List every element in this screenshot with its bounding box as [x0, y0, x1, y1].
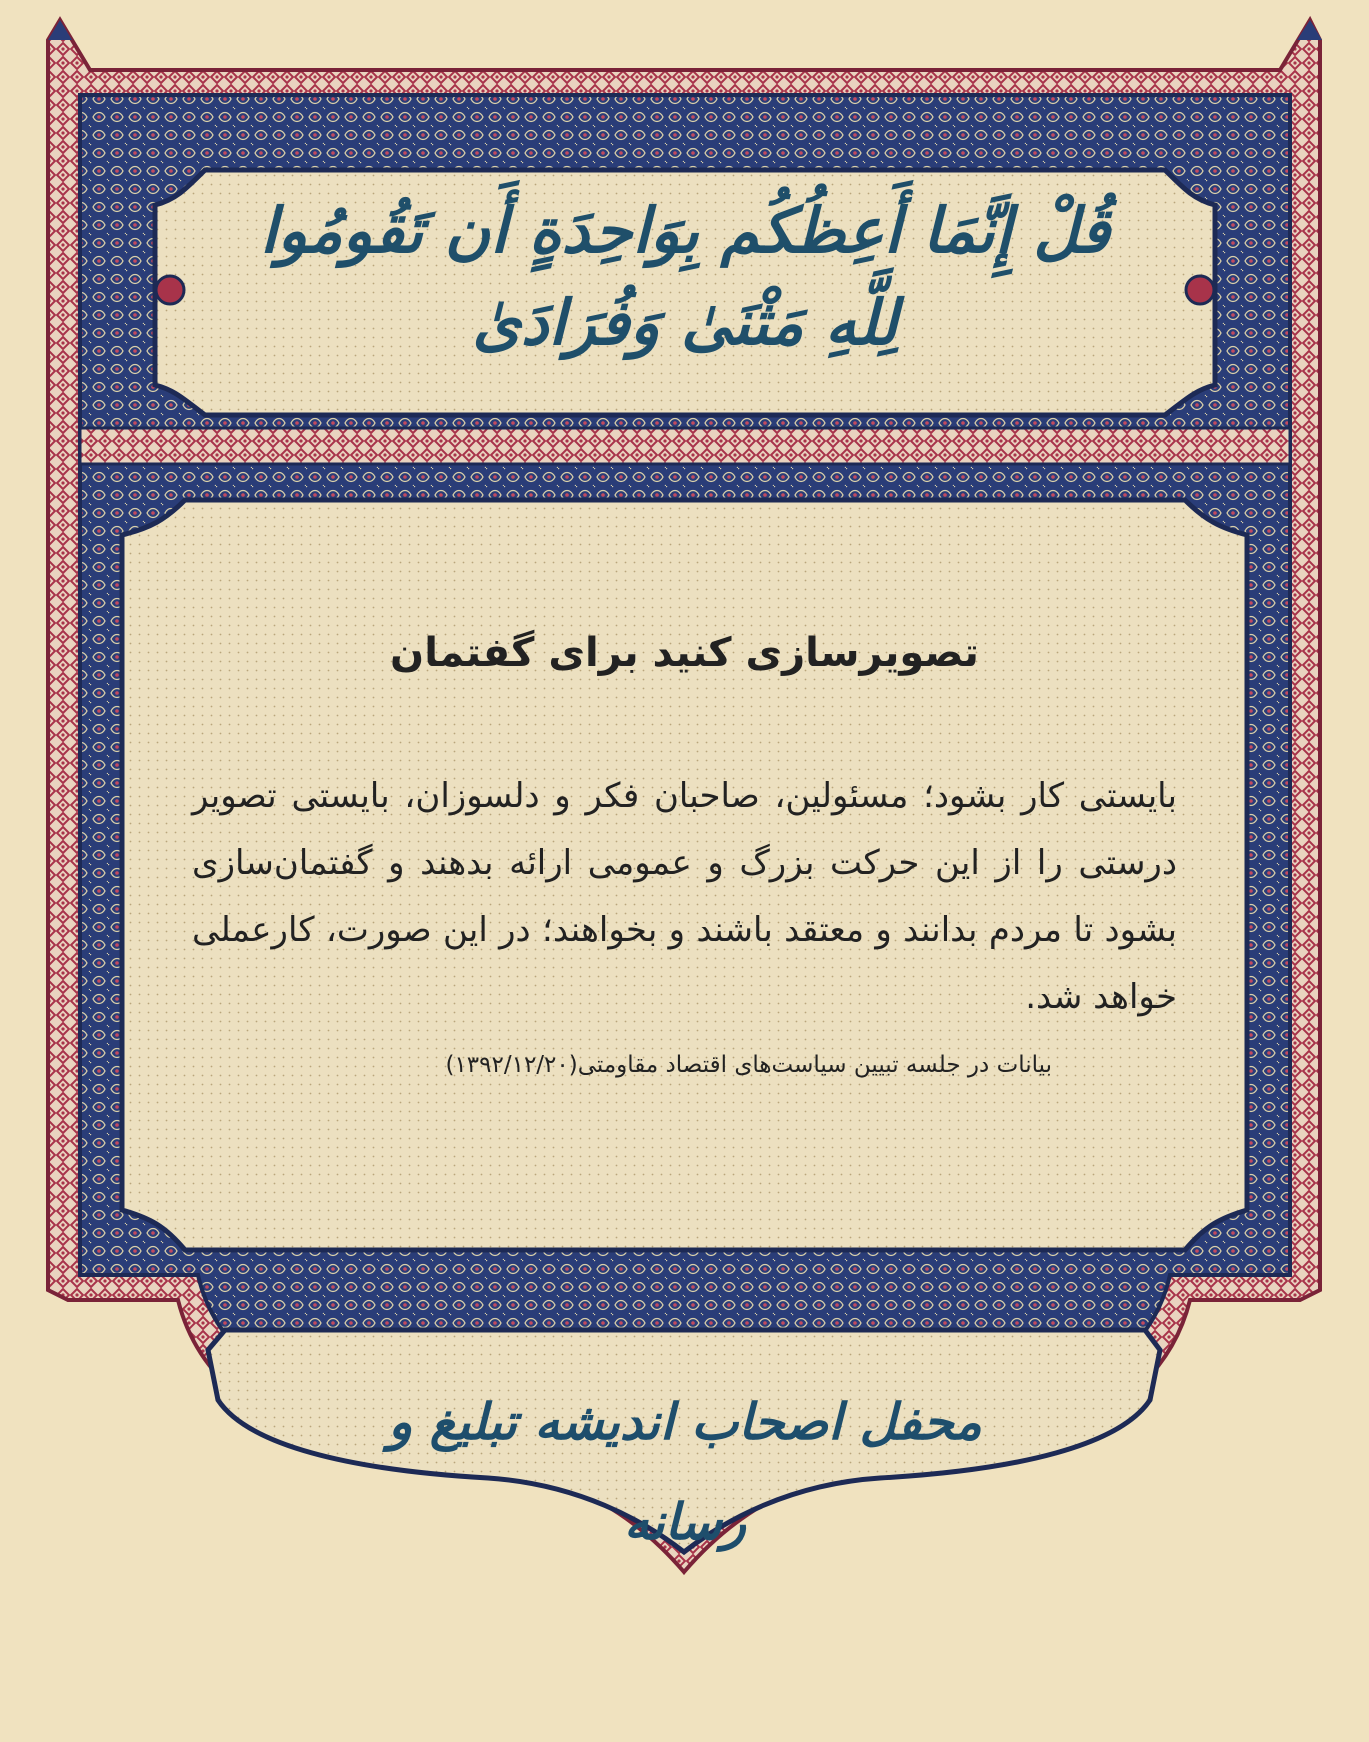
text-panel: [122, 500, 1247, 1250]
upper-divider: [80, 428, 1290, 464]
page-title: تصویرسازی کنید برای گفتمان: [390, 630, 979, 676]
cartouche-medallion-left: [156, 276, 184, 304]
quote-source: بیانات در جلسه تبیین سیاست‌های اقتصاد مقاومتی(۱۳۹۲/۱۲/۲۰): [445, 1052, 1052, 1078]
bottom-calligraphy: محفل اصحاب اندیشه تبلیغ و رسانه: [388, 1392, 982, 1551]
cartouche-medallion-right: [1186, 276, 1214, 304]
finial-left: [48, 20, 72, 40]
top-calligraphy: قُلْ إِنَّمَا أَعِظُكُم بِوَاحِدَةٍ أَن تَقُومُوا لِلَّهِ مَثْنَىٰ وَفُرَادَىٰ: [259, 194, 1111, 359]
quote-body: بایستی کار بشود؛ مسئولین، صاحبان فکر و دلسوزان، بایستی تصویر درستی را از این حرکت بزرگ و عمومی ارائه بدهند و گفتمان‌سازی بشود تا مردم بدانند و معتقد باشند و بخواهند؛ در این صورت، کارعملی خواهد شد.: [192, 776, 1177, 1017]
finial-right: [1297, 20, 1322, 40]
